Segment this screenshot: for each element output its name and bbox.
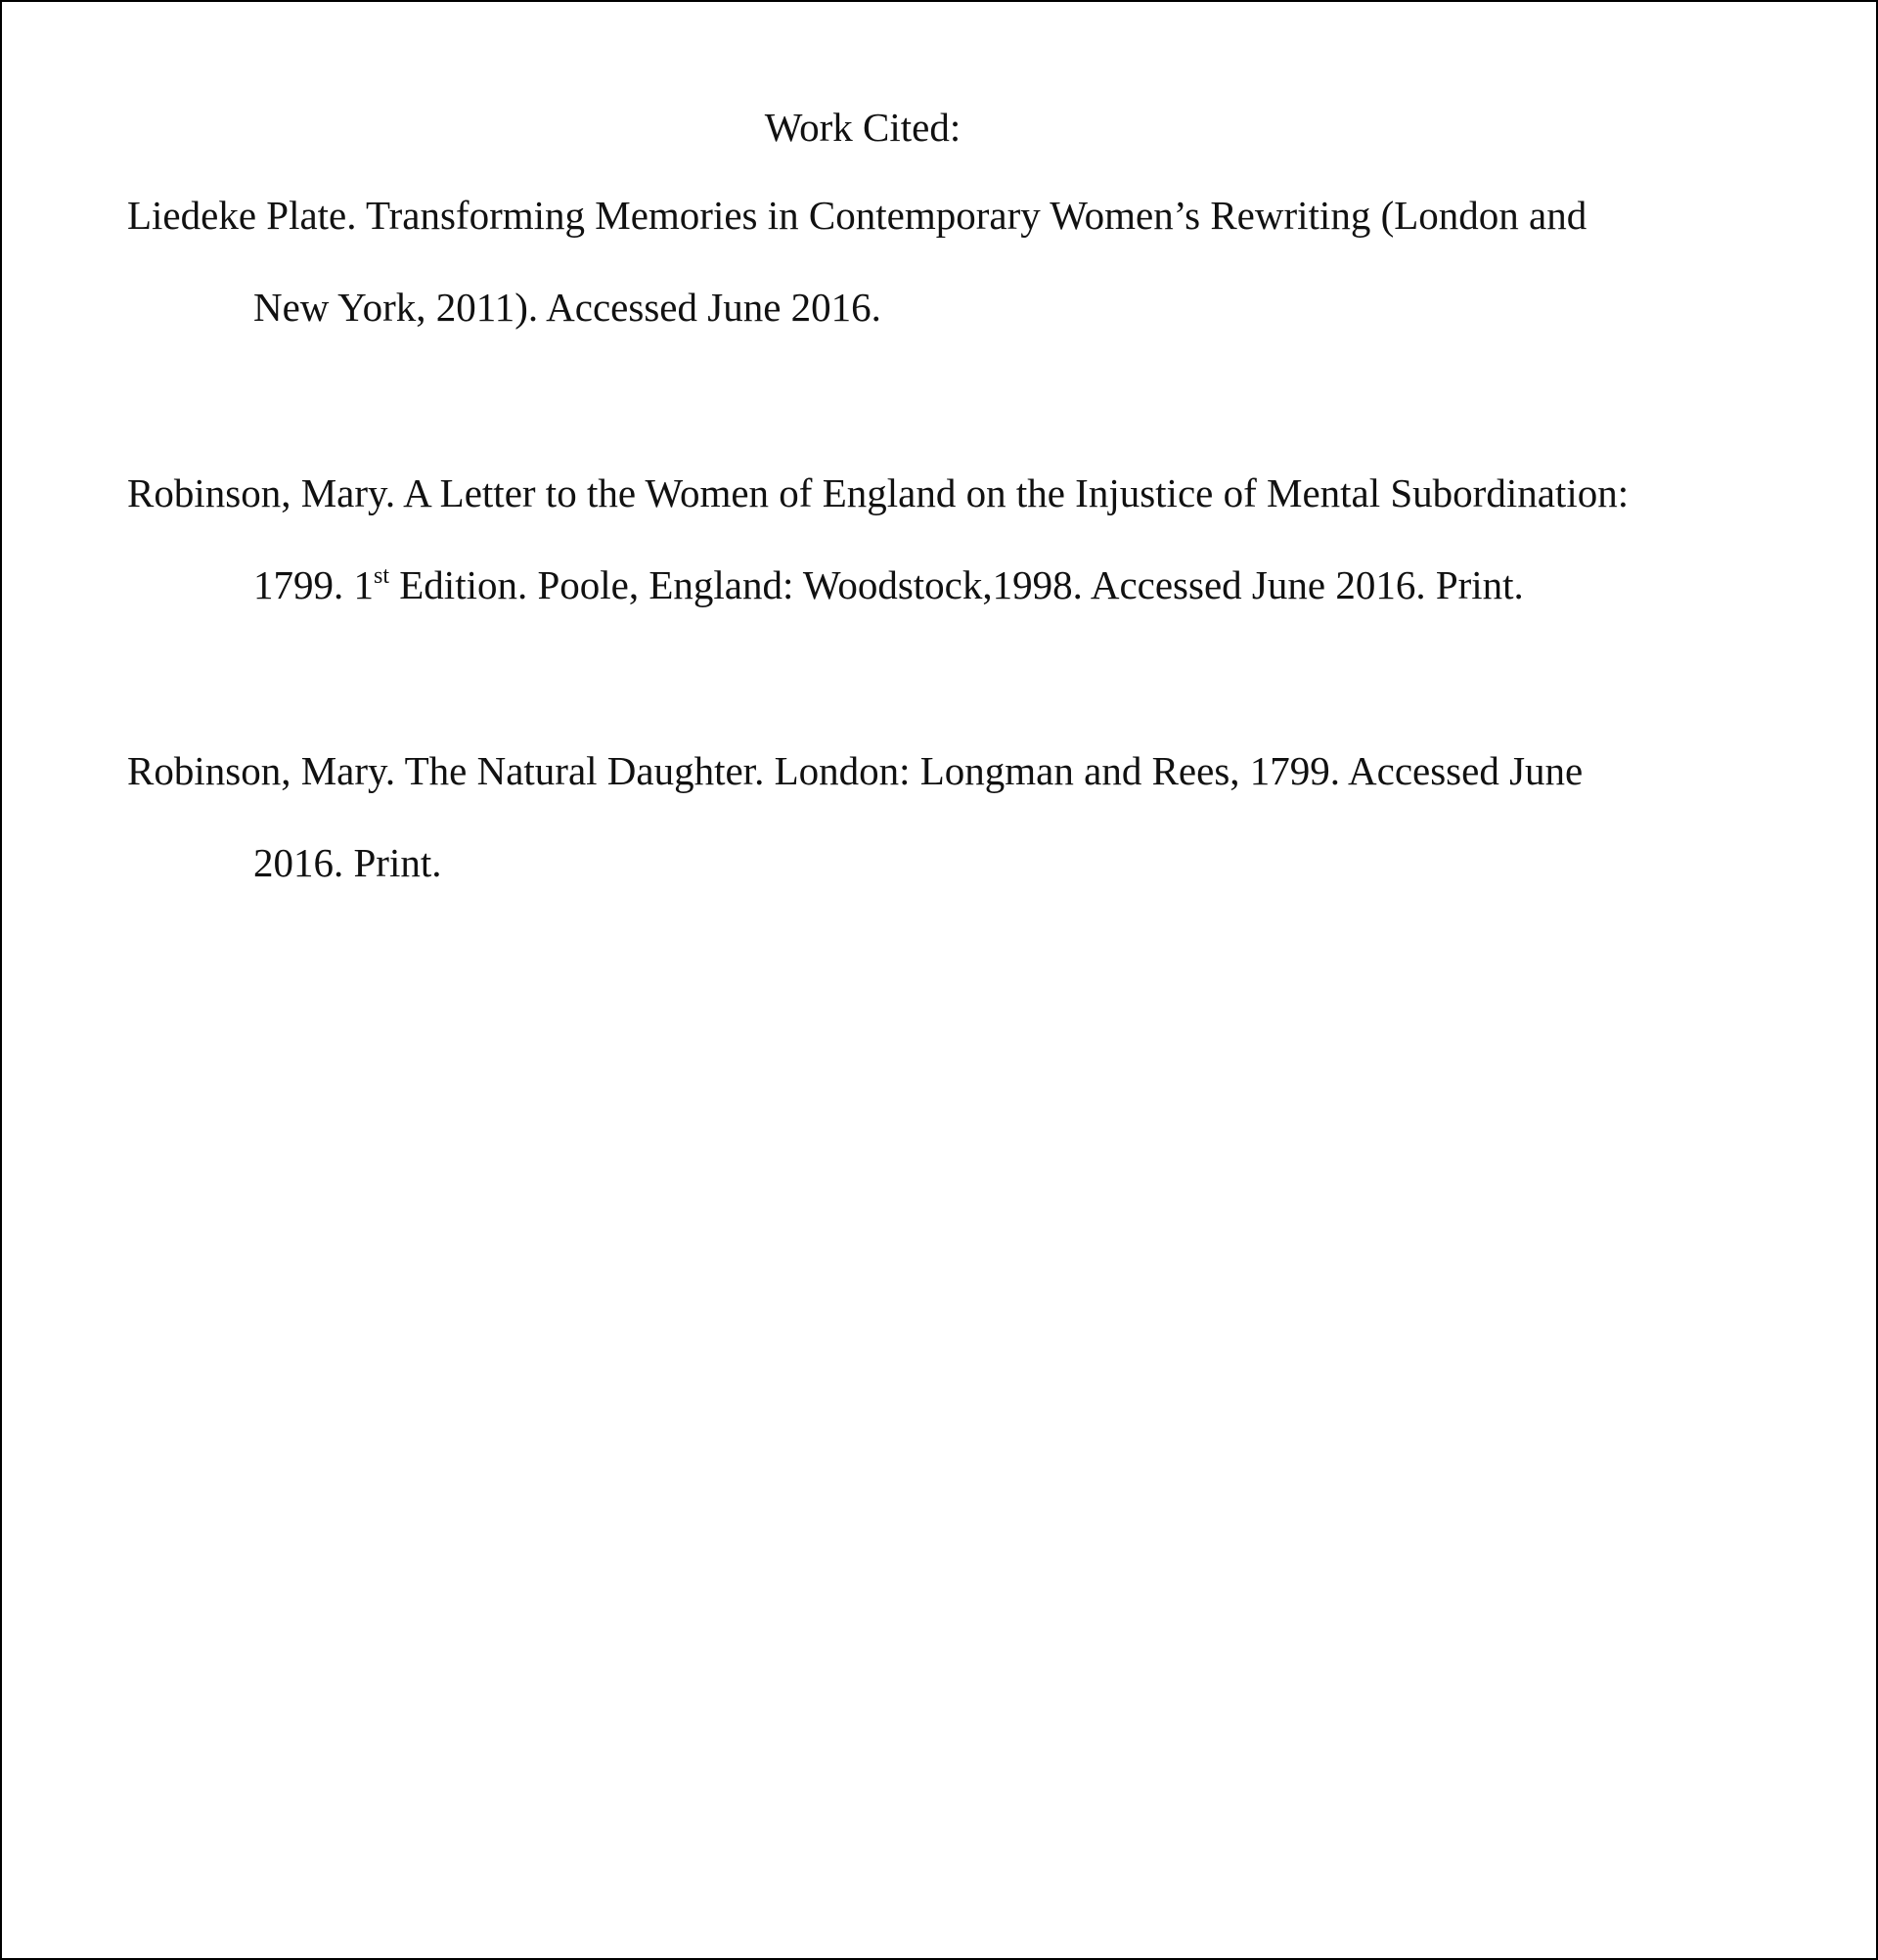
page-title: Work Cited: [764,105,961,150]
citation-entry [127,743,1829,890]
citation-line-continued [127,557,1829,612]
citation-entry [127,466,1829,612]
citation-text: Edition. Poole, England: Woodstock,1998. Accessed June 2016. Print. [389,562,1524,607]
citation-text: 1799. 1 [253,562,374,607]
citation-line-continued: 2016. Print. [253,840,442,885]
citation-line-continued: New York, 2011). Accessed June 2016. [253,285,881,330]
citation-line: Liedeke Plate. Transforming Memories in Contemporary Women’s Rewriting (London and [127,193,1587,238]
citation-line: Robinson, Mary. A Letter to the Women of England on the Injustice of Mental Subordination: [127,470,1630,515]
ordinal-suffix: st [374,563,390,589]
citation-line: Robinson, Mary. The Natural Daughter. London: Longman and Rees, 1799. Accessed June [127,748,1584,793]
citation-entry [127,188,1829,334]
